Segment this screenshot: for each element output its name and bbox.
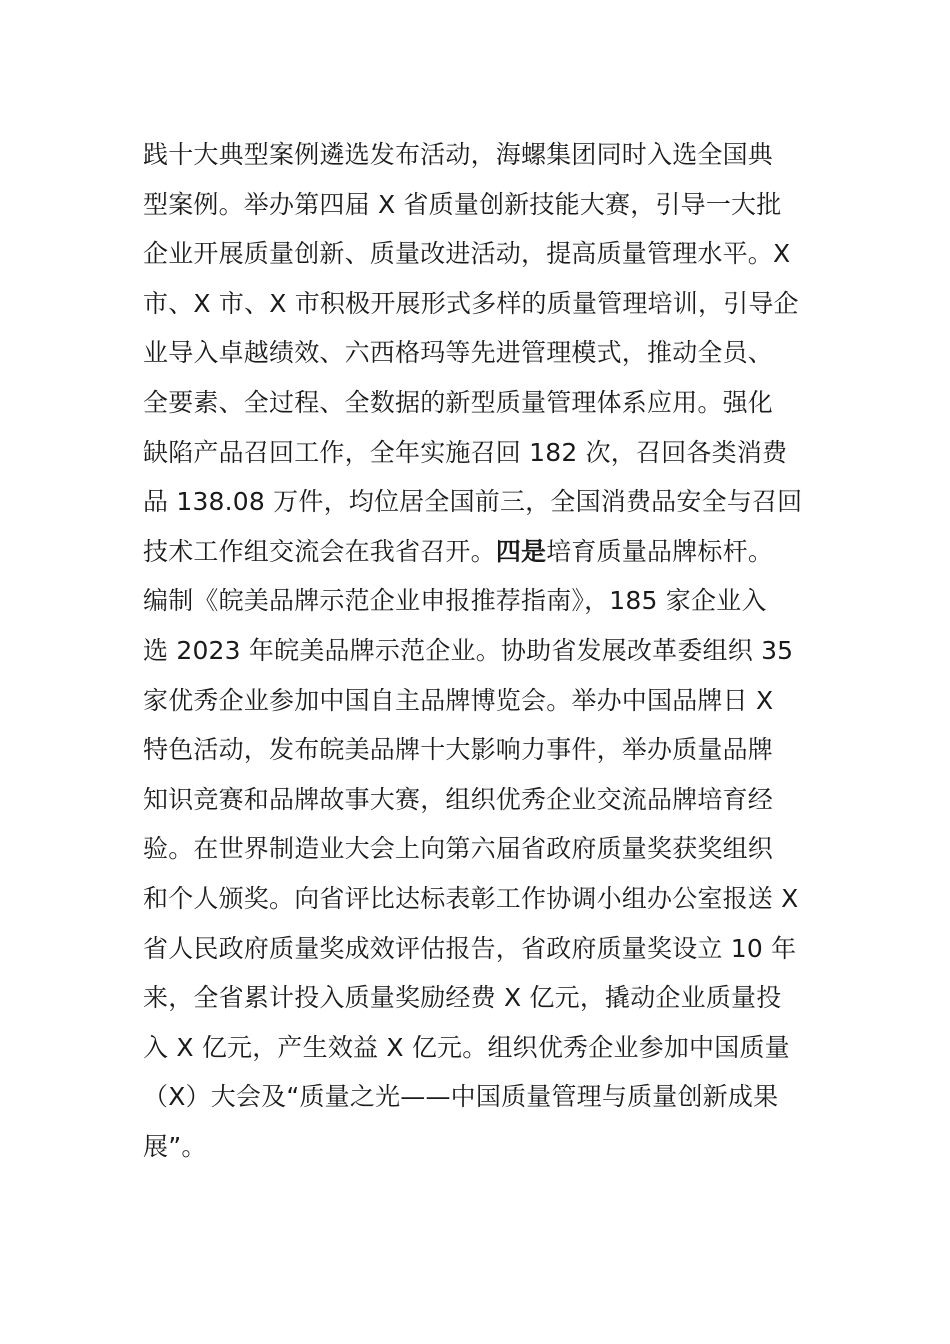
emphasis-label: 四是 (495, 536, 547, 566)
text-line: 型案例。举办第四届 X 省质量创新技能大赛，引导一大批 (143, 189, 782, 219)
text-line: 省人民政府质量奖成效评估报告，省政府质量奖设立 10 年 (143, 933, 797, 963)
text-line: 品 138.08 万件，均位居全国前三，全国消费品安全与召回 (143, 487, 803, 517)
text-segment: 培育质量品牌标杆。 (546, 536, 774, 566)
text-line: 市、X 市、X 市积极开展形式多样的质量管理培训，引导企 (143, 288, 799, 318)
text-line: 选 2023 年皖美品牌示范企业。协助省发展改革委组织 35 (143, 635, 794, 665)
text-line: 入 X 亿元，产生效益 X 亿元。组织优秀企业参加中国质量 (143, 1032, 790, 1062)
body-paragraph (143, 130, 823, 1171)
text-line: 验。在世界制造业大会上向第六届省政府质量奖获奖组织 (143, 834, 774, 864)
text-line: 知识竞赛和品牌故事大赛，组织优秀企业交流品牌培育经 (143, 784, 774, 814)
text-line: （X）大会及“质量之光——中国质量管理与质量创新成果 (143, 1082, 779, 1112)
text-line: 家优秀企业参加中国自主品牌博览会。举办中国品牌日 X (143, 685, 774, 715)
text-line: 来，全省累计投入质量奖励经费 X 亿元，撬动企业质量投 (143, 983, 782, 1013)
text-line: 全要素、全过程、全数据的新型质量管理体系应用。强化 (143, 387, 774, 417)
text-line: 企业开展质量创新、质量改进活动，提高质量管理水平。X (143, 239, 791, 269)
text-segment: 技术工作组交流会在我省召开。 (143, 536, 496, 566)
text-line: 践十大典型案例遴选发布活动，海螺集团同时入选全国典 (143, 140, 774, 169)
text-line-with-emphasis (143, 527, 823, 577)
text-line: 业导入卓越绩效、六西格玛等先进管理模式，推动全员、 (143, 338, 774, 368)
text-line: 编制《皖美品牌示范企业申报推荐指南》，185 家企业入 (143, 586, 767, 616)
text-line: 缺陷产品召回工作，全年实施召回 182 次，召回各类消费 (143, 437, 788, 467)
text-line: 特色活动，发布皖美品牌十大影响力事件，举办质量品牌 (143, 735, 774, 765)
text-line: 和个人颁奖。向省评比达标表彰工作协调小组办公室报送 X (143, 883, 799, 913)
text-line: 展”。 (143, 1131, 207, 1161)
